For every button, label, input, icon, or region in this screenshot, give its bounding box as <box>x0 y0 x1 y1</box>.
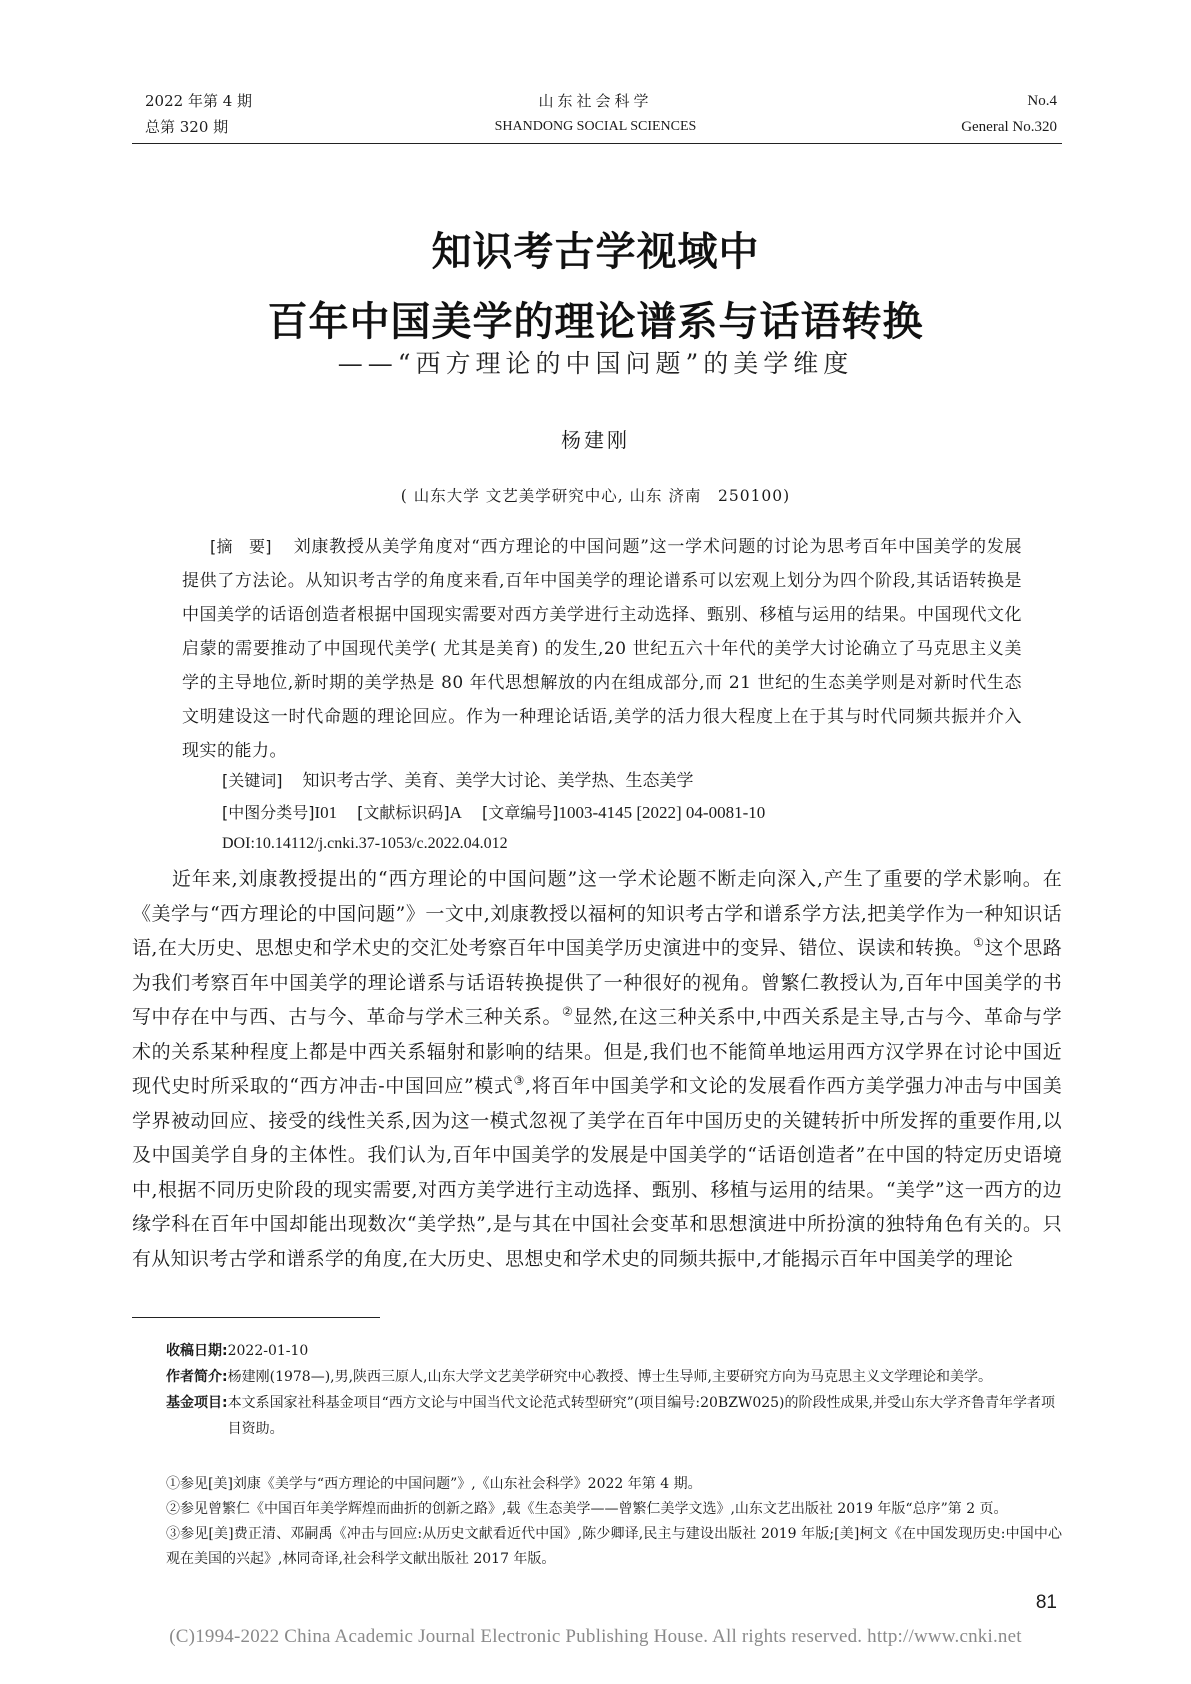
body-text-part1: 近年来,刘康教授提出的“西方理论的中国问题”这一学术论题不断走向深入,产生了重要的学术影响。在《美学与“西方理论的中国问题”》一文中,刘康教授以福柯的知识考古学和谱系学方法,把美学作为一种知识话语,在大历史、思想史和学术史的交汇处考察百年中国美学历史演进中的变异、错位、误读和转换。 <box>132 868 1062 959</box>
doc-code-value: A <box>449 803 462 822</box>
classification-info <box>222 798 1022 828</box>
article-title-line1: 知识考古学视域中 <box>431 229 760 275</box>
footnote-3: ③参见[美]费正清、邓嗣禹《冲击与回应:从历史文献看近代中国》,陈少卿译,民主与建设出版社 2019 年版;[美]柯文《在中国发现历史:中国中心观在美国的兴起》,林同奇译,社会科学文献出版社 2017 年版。 <box>166 1526 1062 1567</box>
fund-text: 本文系国家社科基金项目“西方文论与中国当代文论范式转型研究”(项目编号:20BZW025)的阶段性成果,并受山东大学齐鲁青年学者项目资助。 <box>227 1395 1055 1437</box>
journal-name-en: SHANDONG SOCIAL SCIENCES <box>494 119 697 134</box>
keywords-text: 知识考古学、美育、美学大讨论、美学热、生态美学 <box>302 771 694 791</box>
issue-number: No.4 <box>1027 93 1057 109</box>
author-name: 杨建刚 <box>561 428 630 452</box>
abstract-text: 刘康教授从美学角度对“西方理论的中国问题”这一学术问题的讨论为思考百年中国美学的发展提供了方法论。从知识考古学的角度来看,百年中国美学的理论谱系可以宏观上划分为四个阶段,其话语转换是中国美学的话语创造者根据中国现实需要对西方美学进行主动选择、甄别、移植与运用的结果。中国现代文化启蒙的需要推动了中国现代美学( 尤其是美育) 的发生,20 世纪五六十年代的美学大讨论确立了马克思主义美学的主导地位,新时期的美学热是 80 年代思想解放的内在组成部分,而 21 世纪的生态美学则是对新时代生态文明建设这一时代命题的理论回应。作为一种理论话语,美学的活力很大程度上在于其与时代同频共振并介入现实的能力。 <box>182 537 1022 761</box>
doc-code-label: [文献标识码] <box>357 803 450 822</box>
article-number-label: [文章编号] <box>481 803 559 822</box>
body-text-part4: ,将百年中国美学和文论的发展看作西方美学强力冲击与中国美学界被动回应、接受的线性关系,因为这一模式忽视了美学在百年中国历史的关键转折中所发挥的重要作用,以及中国美学自身的主体性。我们认为,百年中国美学的发展是中国美学的“话语创造者”在中国的特定历史语境中,根据不同历史阶段的现实需要,对西方美学进行主动选择、甄别、移植与运用的结果。“美学”这一西方的边缘学科在百年中国却能出现数次“美学热”,是与其在中国社会变革和思想演进中所扮演的独特角色有关的。只有从知识考古学和谱系学的角度,在大历史、思想史和学术史的同频共振中,才能揭示百年中国美学的理论 <box>132 1075 1062 1270</box>
issue-total: 总第 320 期 <box>145 118 229 136</box>
keywords <box>222 766 1022 796</box>
received-value: 2022-01-10 <box>227 1343 309 1359</box>
footnotes <box>166 1472 1062 1572</box>
author-bio-label: 作者简介: <box>166 1369 228 1385</box>
footnote-ref-1: ① <box>973 935 985 950</box>
footnote-ref-3: ③ <box>513 1073 525 1088</box>
copyright-notice: (C)1994-2022 China Academic Journal Electronic Publishing House. All rights reserved. http://www.cnki.net <box>169 1626 1022 1647</box>
article-subtitle: ——“西方理论的中国问题”的美学维度 <box>337 349 854 378</box>
clc-label: [中图分类号] <box>222 803 315 822</box>
article-title-line2: 百年中国美学的理论谱系与话语转换 <box>267 299 924 345</box>
footnote-rule <box>132 1317 380 1318</box>
keywords-label: [关键词] <box>222 771 283 790</box>
clc-value: I01 <box>314 803 338 822</box>
fund-info <box>166 1390 1062 1442</box>
page-number: 81 <box>1035 1592 1057 1613</box>
abstract-label: [摘 要] <box>210 537 272 556</box>
body-text-part2: 这个思路为我们考察百年中国美学的理论谱系与话语转换提供了一种很好的视角。曾繁仁教授认为,百年中国美学的书写中存在中与西、古与今、革命与学术三种关系。 <box>132 937 1063 1028</box>
article-notes <box>166 1338 1062 1442</box>
received-date <box>166 1338 1062 1364</box>
author-bio <box>166 1364 1062 1390</box>
article-number-value: 1003-4145 [2022] 04-0081-10 <box>558 803 766 822</box>
author-bio-text: 杨建刚(1978—),男,陕西三原人,山东大学文艺美学研究中心教授、博士生导师,主要研究方向为马克思主义文学理论和美学。 <box>227 1369 992 1385</box>
general-number: General No.320 <box>961 119 1057 135</box>
author-affiliation: ( 山东大学 文艺美学研究中心, 山东 济南 250100) <box>400 487 791 505</box>
footnote-1: ①参见[美]刘康《美学与“西方理论的中国问题”》,《山东社会科学》2022 年第 4 期。 <box>166 1476 702 1492</box>
header-rule <box>132 143 1062 144</box>
abstract <box>182 530 1022 768</box>
footnote-ref-2: ② <box>562 1004 574 1019</box>
journal-name-cn: 山东社会科学 <box>538 92 653 110</box>
body-text-part3: 显然,在这三种关系中,中西关系是主导,古与今、革命与学术的关系某种程度上都是中西关系辐射和影响的结果。但是,我们也不能简单地运用西方汉学界在讨论中国近现代史时所采取的“西方冲击-中国回应”模式 <box>132 1006 1062 1097</box>
issue-year: 2022 年第 4 期 <box>145 92 253 110</box>
body-paragraph <box>132 862 1062 1276</box>
header-number-info <box>961 88 1057 140</box>
doi: DOI:10.14112/j.cnki.37-1053/c.2022.04.012 <box>222 835 508 852</box>
fund-label: 基金项目: <box>166 1395 228 1411</box>
received-label: 收稿日期: <box>166 1343 228 1359</box>
footnote-2: ②参见曾繁仁《中国百年美学辉煌而曲折的创新之路》,载《生态美学——曾繁仁美学文选》,山东文艺出版社 2019 年版“总序”第 2 页。 <box>166 1501 1008 1517</box>
